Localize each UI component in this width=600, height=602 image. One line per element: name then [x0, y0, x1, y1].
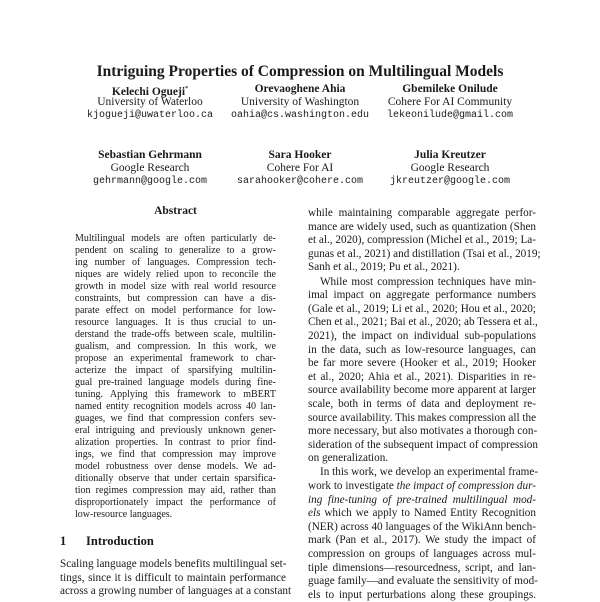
- author-name-text: Orevaoghene Ahia: [254, 83, 346, 95]
- author-block: [355, 148, 545, 189]
- text-line: Multilingual models are often particularly de-: [75, 233, 276, 244]
- text-line: propose an experimental framework to char-: [75, 353, 276, 364]
- text-line: (Gale et al., 2019; Li et al., 2020; Hou et al., 2020;: [308, 302, 536, 315]
- text-line: on generalization.: [308, 452, 389, 465]
- text-line: niques are widely relied upon to reconcile the: [75, 269, 276, 280]
- text-line: [308, 494, 536, 508]
- text-line: resource languages. It is thus crucial to un-: [75, 317, 276, 328]
- introduction-right-column: [308, 207, 541, 602]
- text-line: across a growing number of languages at a constant: [60, 585, 292, 598]
- text-line: et al., 2020), compression (Michel et al., 2019; La-: [308, 234, 536, 247]
- author-affiliation: Cohere For AI: [266, 162, 334, 174]
- introduction-left-column: [60, 558, 292, 599]
- text-line: tuning. Applying this framework to mBERT: [75, 389, 276, 400]
- abstract-body: [75, 233, 276, 521]
- section-title: Introduction: [86, 534, 154, 548]
- text-line: constraints, but compression can have a dis-: [75, 293, 276, 304]
- text-line: scale, both in terms of data and deployment re-: [308, 397, 536, 410]
- author-affiliation: University of Waterloo: [97, 96, 203, 108]
- text-line: model robustness over dense models. We ad-: [75, 461, 276, 472]
- emphasized-text: the impact of compression dur-: [396, 480, 536, 493]
- text-line: disproportionately impact the performance of: [75, 497, 276, 508]
- text-line: et al., 2020; Ahia et al., 2021). Disparities in re-: [308, 370, 536, 383]
- emphasized-text: ing fine-tuning of pre-trained multilingual mod-: [308, 493, 536, 506]
- text-line: (NER) across 40 languages of the WikiAnn bench-: [308, 520, 536, 533]
- text-segment: which we apply to Named Entity Recognition: [320, 507, 536, 520]
- author-email[interactable]: jkreutzer@google.com: [389, 176, 511, 187]
- text-line: tiple dimensions—resourcedness, script, and lan-: [308, 561, 536, 574]
- footnote-mark: *: [185, 86, 189, 92]
- author-affiliation: University of Washington: [240, 96, 360, 108]
- emphasized-text: els: [308, 507, 321, 520]
- author-name-text: Sebastian Gehrmann: [98, 149, 202, 161]
- text-line: gualism, and compression. In this work, we: [75, 341, 276, 352]
- text-line: [308, 507, 536, 521]
- author-name-text: Sara Hooker: [268, 149, 332, 161]
- text-line: while maintaining comparable aggregate perfor-: [308, 207, 536, 219]
- text-line: derstand the trade-offs between scale, multilin-: [75, 329, 276, 340]
- text-line: Chen et al., 2021; Bai et al., 2020; ab Tessera et al.,: [308, 316, 538, 329]
- text-line: sideration of the subsequent impact of compression: [308, 438, 538, 451]
- text-line: eral intriguing and previously unknown gener-: [75, 425, 276, 436]
- author-affiliation: Cohere For AI Community: [387, 96, 513, 108]
- text-line: Scaling language models benefits multilingual set-: [60, 558, 287, 570]
- text-line: tings, since it is difficult to maintain performance: [60, 571, 286, 584]
- author-name: [355, 148, 545, 162]
- text-line: Sanh et al., 2019; Pu et al., 2021).: [308, 261, 460, 274]
- paragraph: [308, 276, 536, 466]
- text-line: in the data, such as low-resource languages, can: [308, 343, 536, 356]
- text-line: parate effect on model performance for low-: [75, 305, 276, 316]
- paper-title: Intriguing Properties of Compression on Multilingual Models: [96, 63, 504, 80]
- text-line: guages, we find that compression confers sev-: [75, 413, 276, 424]
- abstract-heading: Abstract: [154, 205, 197, 217]
- text-line: tion regimes compression may aid, rather than: [75, 485, 276, 496]
- text-line: growth in model size with real world resource: [75, 281, 276, 292]
- text-line: compression on groups of languages across mul-: [308, 548, 536, 561]
- author-email[interactable]: lekeonilude@gmail.com: [386, 110, 514, 121]
- text-line: gunas et al., 2021) and distillation (Tsai et al., 2019;: [308, 247, 541, 260]
- text-line: In this work, we develop an experimental frame-: [320, 466, 539, 479]
- text-line: acterize the impact of sparsifying multilin-: [75, 365, 276, 376]
- author-email[interactable]: sarahooker@cohere.com: [236, 176, 364, 187]
- text-line: [308, 480, 536, 494]
- text-line: be far more severe (Hooker et al., 2019; Hooker: [308, 357, 536, 370]
- author-email[interactable]: gehrmann@google.com: [92, 176, 208, 187]
- section-heading-introduction: [60, 534, 154, 549]
- text-line: ing number of languages. Compression tech-: [75, 257, 276, 268]
- text-line: guage family—and evaluate the sensitivity of mod-: [308, 575, 538, 588]
- text-line: 2021), the impact on individual sub-populations: [308, 329, 536, 342]
- text-line: alization properties. In contrast to prior find-: [75, 437, 276, 448]
- text-line: source availability. This makes compression all the: [308, 411, 537, 424]
- paragraph: [308, 207, 541, 275]
- text-line: mance are widely used, such as quantization (Shen: [308, 220, 536, 233]
- paragraph: [308, 466, 539, 602]
- text-line: els to input perturbations along these groupings.: [308, 588, 536, 601]
- text-segment: work to investigate: [308, 480, 397, 493]
- text-line: ings, we find that compression may improve: [75, 449, 276, 460]
- author-email[interactable]: oahia@cs.washington.edu: [230, 110, 370, 121]
- section-number: 1: [60, 534, 67, 548]
- author-name-text: Kelechi Ogueji: [111, 85, 186, 98]
- text-line: ditionally observe that under certain sparsifica-: [75, 473, 276, 484]
- author-affiliation: Google Research: [410, 162, 490, 174]
- author-name: [355, 82, 545, 96]
- text-line: While most compression techniques have min-: [320, 275, 536, 288]
- author-block: [355, 82, 545, 123]
- author-email[interactable]: kjogueji@uwaterloo.ca: [86, 110, 214, 121]
- text-line: gual pre-trained language models during fine-: [75, 377, 276, 388]
- text-line: named entity recognition models across 40 lan-: [75, 401, 276, 412]
- text-line: mark (Pan et al., 2017). We study the impact of: [308, 534, 536, 547]
- text-line: pendent on scaling to generalize to a grow-: [75, 245, 276, 256]
- author-affiliation: Google Research: [110, 162, 190, 174]
- text-line: source availability become more apparent at larger: [308, 384, 536, 397]
- author-name-text: Gbemileke Onilude: [402, 83, 498, 95]
- text-line: low-resource languages.: [75, 509, 173, 520]
- author-name-text: Julia Kreutzer: [414, 149, 486, 161]
- text-line: imal impact on aggregate performance numbers: [308, 289, 536, 302]
- text-line: more necessary, but also motivates a thorough con-: [308, 425, 538, 438]
